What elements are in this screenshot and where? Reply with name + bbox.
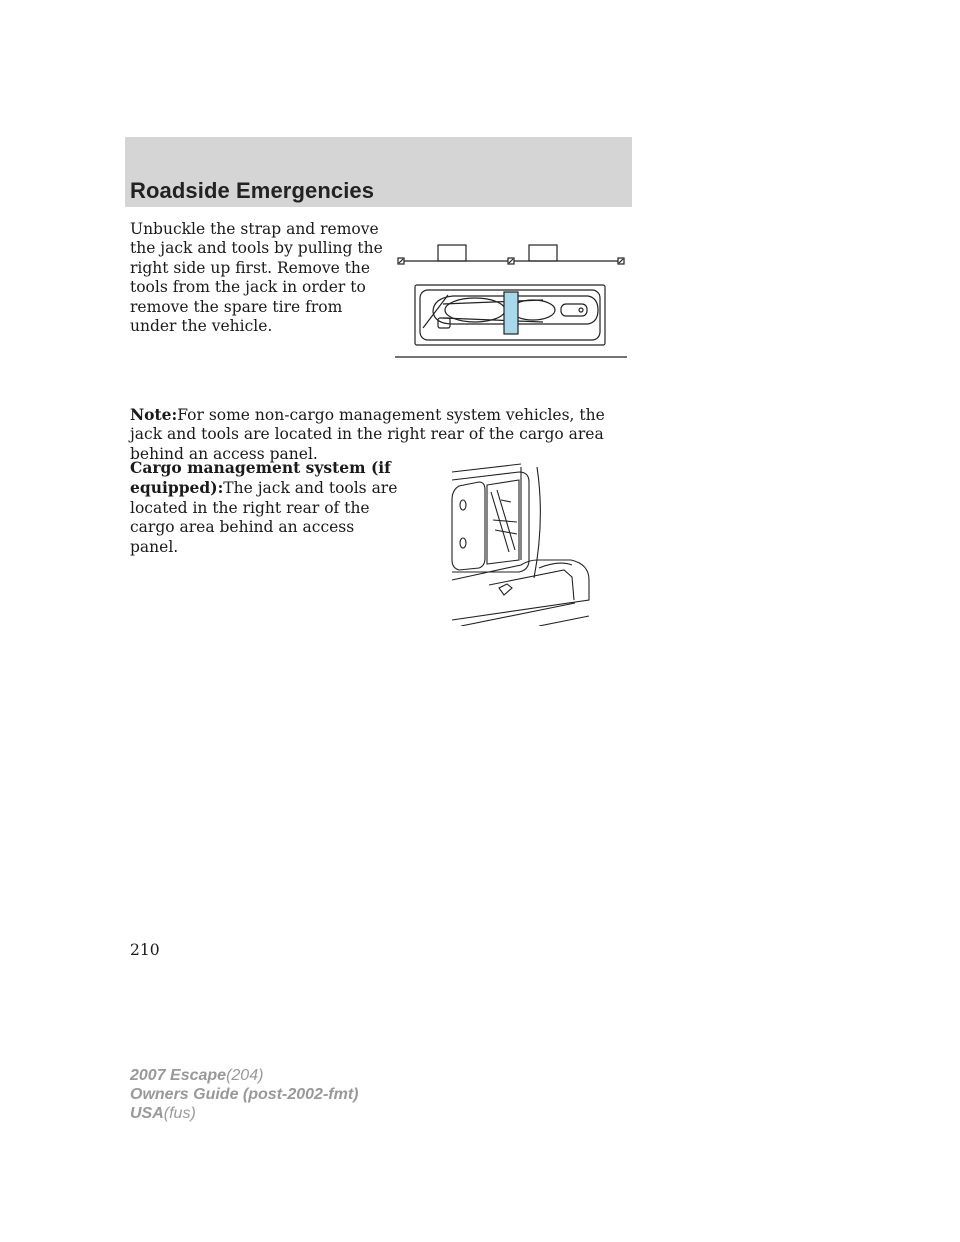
cargo-label: Cargo management system (if equipped):	[130, 458, 391, 498]
page-number: 210	[130, 941, 160, 959]
cargo-area-figure	[449, 460, 592, 626]
cargo-paragraph	[130, 458, 400, 557]
note-label: Note:	[130, 405, 178, 424]
footer-guide: Owners Guide (post-2002-fmt)	[130, 1086, 359, 1103]
jack-and-tools-figure	[393, 240, 631, 360]
footer-model: 2007 Escape	[130, 1067, 227, 1084]
footer-model-code: (204)	[226, 1067, 264, 1084]
document-footer	[130, 1066, 358, 1123]
note-text: For some non-cargo management system vehicles, the jack and tools are located in the right rear of the cargo area behind an access panel.	[130, 406, 605, 463]
note-paragraph	[130, 405, 630, 464]
section-title: Roadside Emergencies	[130, 178, 375, 203]
footer-market: USA	[130, 1105, 164, 1122]
instruction-paragraph: Unbuckle the strap and remove the jack and tools by pulling the right side up first. Remove the tools from the jack in order to remove the spare tire from under the vehicle.	[130, 220, 383, 336]
cargo-text: The jack and tools are located in the right rear of the cargo area behind an access panel.	[130, 479, 398, 556]
footer-market-code: (fus)	[163, 1105, 196, 1122]
